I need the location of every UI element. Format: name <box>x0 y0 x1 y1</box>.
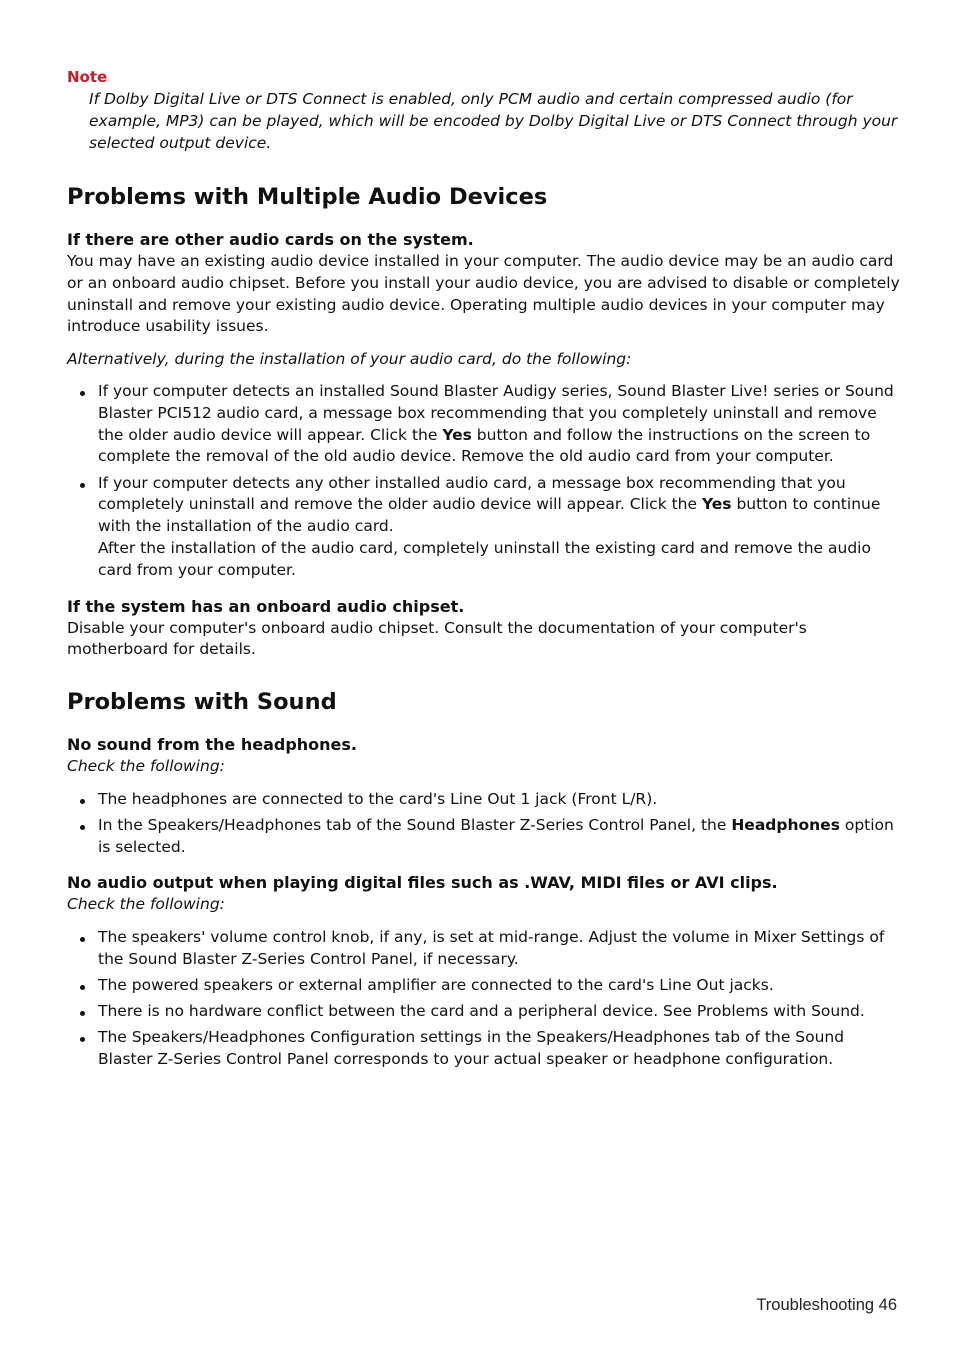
subheading-no-audio-output: No audio output when playing digital files such as .WAV, MIDI files or AVI clips. <box>67 872 778 892</box>
bullet-text: If your computer detects an installed Sound Blaster Audigy series, Sound Blaster Live! series or Sound Blaster PCI512 audio card, a message box recommending that you completely uninstall and remove the older audio device will appear. Click the <box>98 381 894 444</box>
bullet-text: In the Speakers/Headphones tab of the Sound Blaster Z-Series Control Panel, the <box>98 816 732 835</box>
headphones-emphasis: Headphones <box>731 816 840 835</box>
bullet-text: button to continue with the installation of the audio card. <box>98 495 881 536</box>
list-item: There is no hardware conflict between the card and a peripheral device. See Problems with Sound. <box>67 1001 901 1023</box>
paragraph-check-following: Check the following: <box>67 757 225 776</box>
paragraph-check-following: Check the following: <box>67 894 225 913</box>
section-title-multiple-audio-devices: Problems with Multiple Audio Devices <box>67 184 548 210</box>
list-item: The headphones are connected to the card's Line Out 1 jack (Front L/R). <box>67 789 901 811</box>
page-footer: Troubleshooting 46 <box>756 1296 897 1314</box>
subheading-onboard-chipset: If the system has an onboard audio chipset. <box>67 596 465 616</box>
bullet-list-audio-output <box>67 927 901 1071</box>
bullet-list-headphones <box>67 789 901 859</box>
bullet-text: button and follow the instructions on the screen to complete the removal of the old audio device. Remove the old audio card from your computer. <box>98 425 871 466</box>
list-item: The powered speakers or external amplifier are connected to the card's Line Out jacks. <box>67 975 901 997</box>
bullet-text: After the installation of the audio card, completely uninstall the existing card and remove the audio card from your computer. <box>98 539 871 579</box>
subheading-other-audio-cards: If there are other audio cards on the system. <box>67 230 474 249</box>
page-content <box>67 66 901 1076</box>
bullet-text: option is selected. <box>98 816 894 857</box>
subheading-no-sound-headphones: No sound from the headphones. <box>67 735 357 755</box>
yes-emphasis: Yes <box>442 425 472 444</box>
list-item <box>67 381 901 468</box>
yes-emphasis: Yes <box>701 495 732 514</box>
paragraph-alternatively: Alternatively, during the installation of your audio card, do the following: <box>67 350 632 369</box>
paragraph-existing-device: You may have an existing audio device installed in your computer. The audio device may be an audio card or an onboard audio chipset. Before you install your audio device, you are advised to disable or completely uninstall and remove your existing audio device. Operating multiple audio devices in your computer may introduce usability issues. <box>67 252 900 336</box>
list-item: The speakers' volume control knob, if any, is set at mid-range. Adjust the volume in Mixer Settings of the Sound Blaster Z-Series Control Panel, if necessary. <box>67 927 901 971</box>
list-item: The Speakers/Headphones Configuration settings in the Speakers/Headphones tab of the Sound Blaster Z-Series Control Panel corresponds to your actual speaker or headphone configuration. <box>67 1027 901 1071</box>
note-text: If Dolby Digital Live or DTS Connect is enabled, only PCM audio and certain compressed audio (for example, MP3) can be played, which will be encoded by Dolby Digital Live or DTS Connect through your selected output device. <box>89 90 898 152</box>
bullet-text: If your computer detects any other installed audio card, a message box recommending that you completely uninstall and remove the older audio device will appear. Click the <box>98 473 846 514</box>
list-item <box>67 815 901 859</box>
list-item <box>67 473 901 582</box>
note-label: Note <box>67 68 108 86</box>
paragraph-disable-chipset: Disable your computer's onboard audio chipset. Consult the documentation of your computer's motherboard for details. <box>67 618 807 659</box>
section-title-problems-with-sound: Problems with Sound <box>67 689 337 716</box>
bullet-list-audio-cards <box>67 381 901 582</box>
